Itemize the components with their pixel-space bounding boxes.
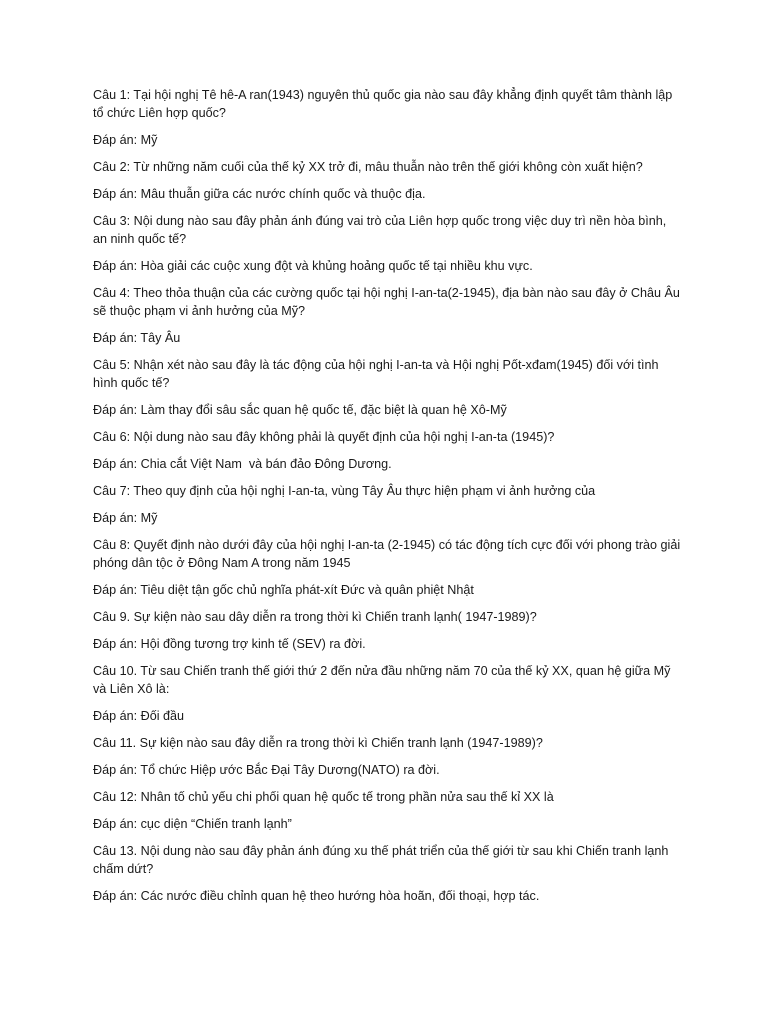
answer-8: Đáp án: Tiêu diệt tận gốc chủ nghĩa phát-xít Đức và quân phiệt Nhật xyxy=(93,583,474,597)
question-11: Câu 11. Sự kiện nào sau đây diễn ra trong thời kì Chiến tranh lạnh (1947-1989)? xyxy=(93,736,543,750)
answer-13: Đáp án: Các nước điều chỉnh quan hệ theo hướng hòa hoãn, đối thoại, hợp tác. xyxy=(93,889,540,903)
question-1: Câu 1: Tại hội nghị Tê hê-A ran(1943) nguyên thủ quốc gia nào sau đây khẳng định quyết tâm thành lập tổ chức Liên hợp quốc? xyxy=(93,88,676,120)
answer-11: Đáp án: Tổ chức Hiệp ước Bắc Đại Tây Dương(NATO) ra đời. xyxy=(93,763,440,777)
question-12: Câu 12: Nhân tố chủ yếu chi phối quan hệ quốc tế trong phần nửa sau thế kỉ XX là xyxy=(93,790,554,804)
answer-7: Đáp án: Mỹ xyxy=(93,511,158,525)
answer-2: Đáp án: Mâu thuẫn giữa các nước chính quốc và thuộc địa. xyxy=(93,187,426,201)
question-6: Câu 6: Nội dung nào sau đây không phải là quyết định của hội nghị I-an-ta (1945)? xyxy=(93,430,555,444)
question-9: Câu 9. Sự kiện nào sau dây diễn ra trong thời kì Chiến tranh lạnh( 1947-1989)? xyxy=(93,610,537,624)
question-2: Câu 2: Từ những năm cuối của thế kỷ XX trở đi, mâu thuẫn nào trên thế giới không còn xuất hiện? xyxy=(93,160,643,174)
question-10: Câu 10. Từ sau Chiến tranh thế giới thứ 2 đến nửa đầu những năm 70 của thế kỷ XX, quan hệ giữa Mỹ và Liên Xô là: xyxy=(93,664,674,696)
question-13: Câu 13. Nội dung nào sau đây phản ánh đúng xu thế phát triển của thế giới từ sau khi Chiến tranh lạnh chấm dứt? xyxy=(93,844,672,876)
document-body xyxy=(93,86,683,914)
question-5: Câu 5: Nhận xét nào sau đây là tác động của hội nghị I-an-ta và Hội nghị Pốt-xđam(1945) đối với tình hình quốc tế? xyxy=(93,358,663,390)
question-4: Câu 4: Theo thỏa thuận của các cường quốc tại hội nghị I-an-ta(2-1945), địa bàn nào sau đây ở Châu Âu sẽ thuộc phạm vi ảnh hưởng của Mỹ? xyxy=(93,286,684,318)
answer-4: Đáp án: Tây Âu xyxy=(93,331,181,345)
answer-3: Đáp án: Hòa giải các cuộc xung đột và khủng hoảng quốc tế tại nhiều khu vực. xyxy=(93,259,533,273)
answer-1: Đáp án: Mỹ xyxy=(93,133,158,147)
question-8: Câu 8: Quyết định nào dưới đây của hội nghị I-an-ta (2-1945) có tác động tích cực đối với phong trào giải phóng dân tộc ở Đông Nam A trong năm 1945 xyxy=(93,538,684,570)
question-7: Câu 7: Theo quy định của hội nghị I-an-ta, vùng Tây Âu thực hiện phạm vi ảnh hưởng của xyxy=(93,484,596,498)
answer-9: Đáp án: Hội đồng tương trợ kinh tế (SEV) ra đời. xyxy=(93,637,366,651)
question-3: Câu 3: Nội dung nào sau đây phản ánh đúng vai trò của Liên hợp quốc trong việc duy trì nền hòa bình, an ninh quốc tế? xyxy=(93,214,670,246)
answer-12: Đáp án: cục diện “Chiến tranh lạnh” xyxy=(93,817,292,831)
answer-5: Đáp án: Làm thay đổi sâu sắc quan hệ quốc tế, đặc biệt là quan hệ Xô-Mỹ xyxy=(93,403,507,417)
answer-10: Đáp án: Đối đầu xyxy=(93,709,185,723)
answer-6: Đáp án: Chia cắt Việt Nam và bán đảo Đông Dương. xyxy=(93,457,392,471)
